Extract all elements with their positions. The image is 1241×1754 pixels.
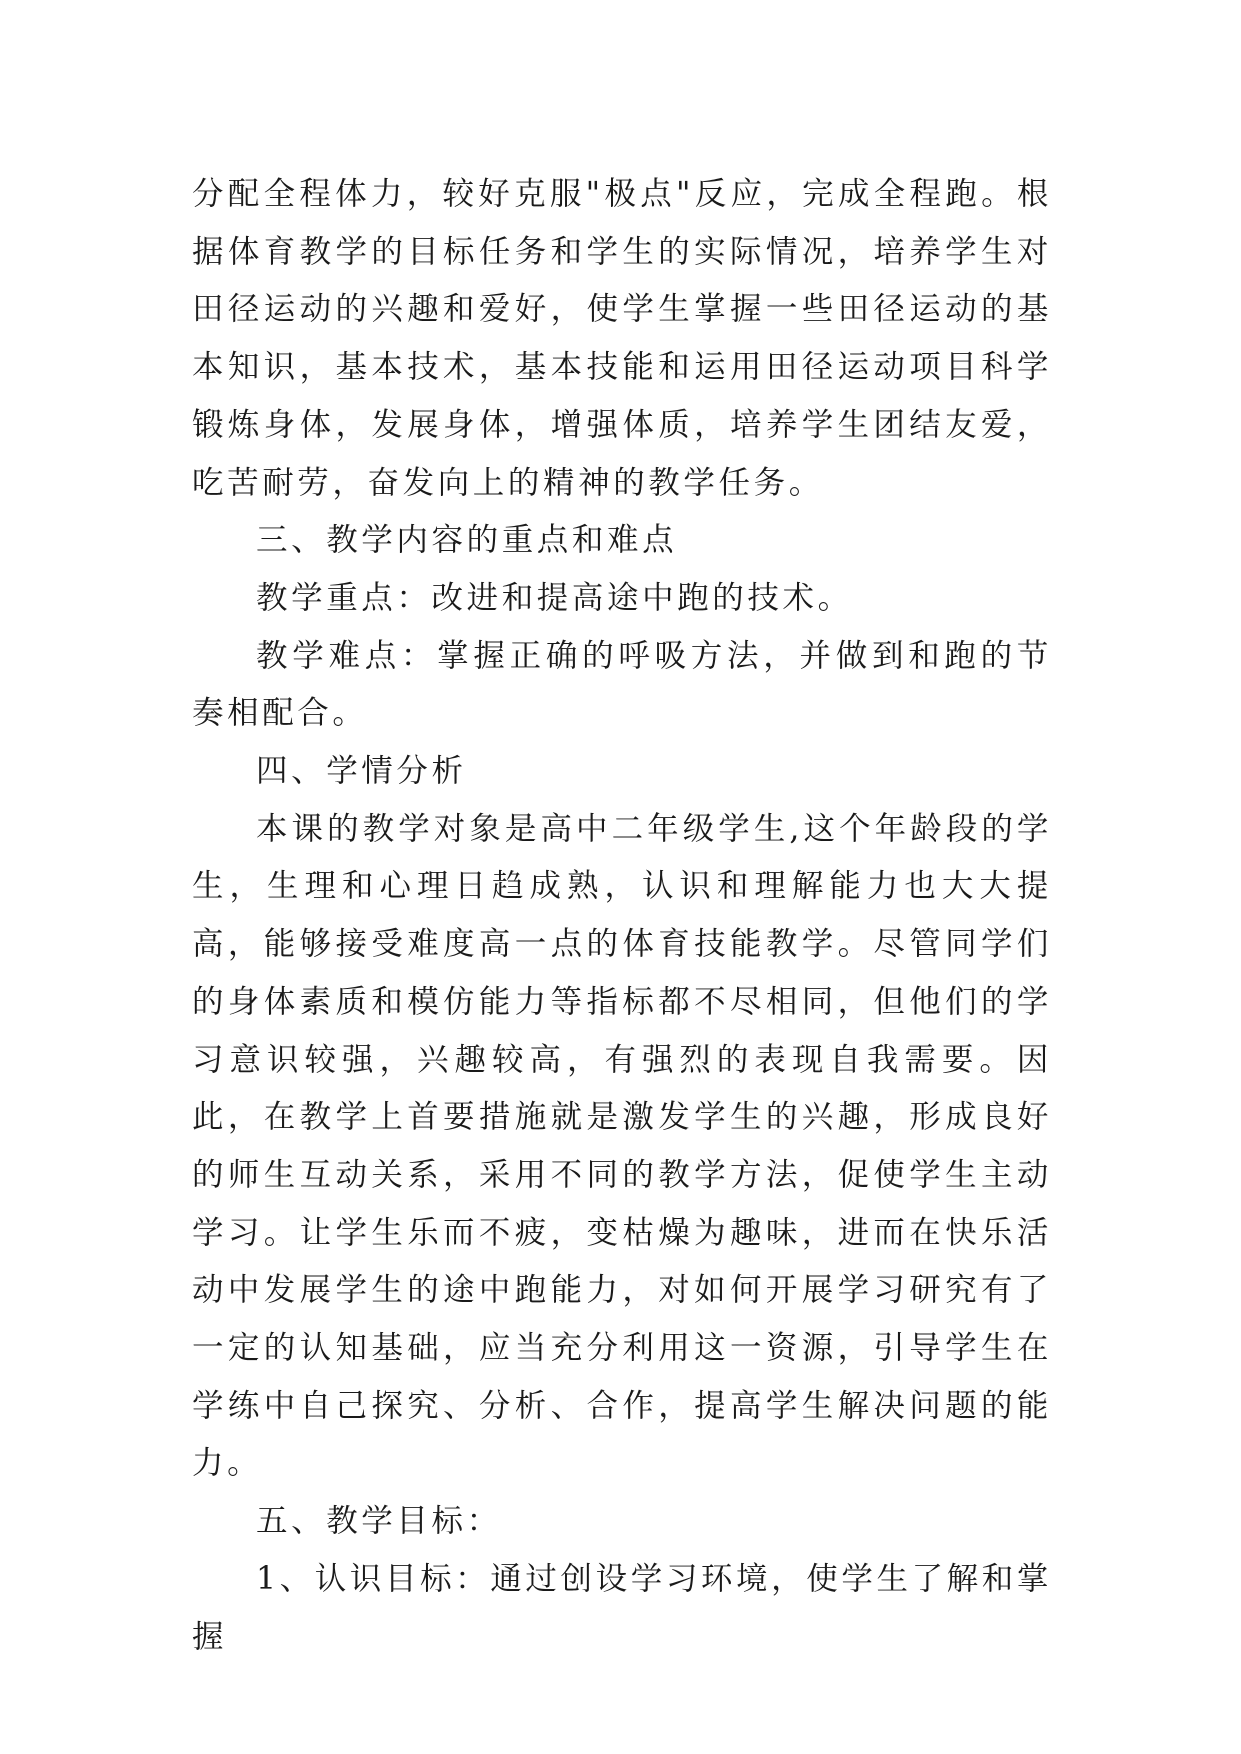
paragraph-continuation: 分配全程体力，较好克服"极点"反应，完成全程跑。根据体育教学的目标任务和学生的实际情况，培养学生对田径运动的兴趣和爱好，使学生掌握一些田径运动的基本知识，基本技术，基本技能和运用田径运动项目科学锻炼身体，发展身体，增强体质，培养学生团结友爱，吃苦耐劳，奋发向上的精神的教学任务。 [192, 176, 1052, 501]
paragraph-teaching-focus: 教学重点：改进和提高途中跑的技术。 [256, 579, 853, 616]
section-heading-key-points: 三、教学内容的重点和难点 [256, 522, 678, 559]
document-body [192, 166, 1052, 1666]
section-heading-teaching-goals: 五、教学目标： [256, 1503, 502, 1540]
section-heading-student-analysis: 四、学情分析 [256, 753, 467, 790]
paragraph-cognitive-goal: 1、认识目标：通过创设学习环境，使学生了解和掌握 [192, 1560, 1052, 1655]
paragraph-teaching-difficulty: 教学难点：掌握正确的呼吸方法，并做到和跑的节奏相配合。 [192, 637, 1052, 732]
paragraph-student-analysis: 本课的教学对象是高中二年级学生,这个年龄段的学生，生理和心理日趋成熟，认识和理解能力也大大提高，能够接受难度高一点的体育技能教学。尽管同学们的身体素质和模仿能力等指标都不尽相同，但他们的学习意识较强，兴趣较高，有强烈的表现自我需要。因此，在教学上首要措施就是激发学生的兴趣，形成良好的师生互动关系，采用不同的教学方法，促使学生主动学习。让学生乐而不疲，变枯燥为趣味，进而在快乐活动中发展学生的途中跑能力，对如何开展学习研究有了一定的认知基础，应当充分利用这一资源，引导学生在学练中自己探究、分析、合作，提高学生解决问题的能力。 [192, 810, 1052, 1482]
